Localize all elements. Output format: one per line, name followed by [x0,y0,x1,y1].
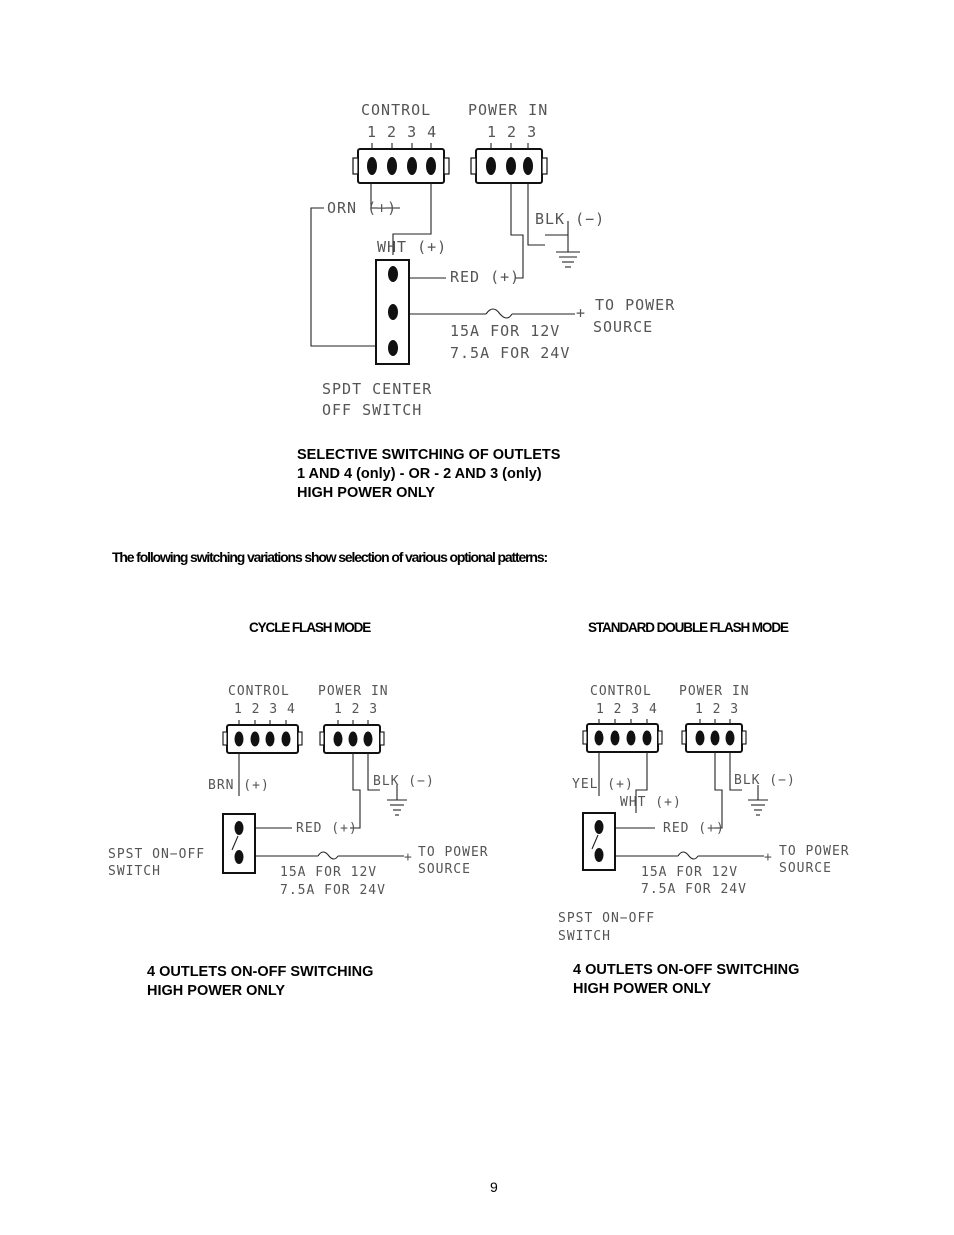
source-label: SOURCE [779,861,832,876]
brn-wire-label: BRN (+) [208,778,270,793]
switch-label-line2: SWITCH [558,929,611,944]
power-in-label: POWER IN [468,101,549,119]
caption-line: HIGH POWER ONLY [297,485,436,501]
blk-wire-label: BLK (−) [734,773,796,788]
caption-line: SELECTIVE SWITCHING OF OUTLETS [297,447,561,463]
fuse-12v-label: 15A FOR 12V [280,865,378,880]
control-label: CONTROL [361,101,432,119]
page-number: 9 [490,1179,498,1195]
ground-symbol [748,800,768,815]
red-wire-label: RED (+) [296,821,358,836]
switch-label-line1: SPDT CENTER [322,380,433,398]
diagram-cycle-flash [108,684,489,898]
fuse-12v-label: 15A FOR 12V [641,865,739,880]
caption-line: HIGH POWER ONLY [147,983,286,999]
caption-line: HIGH POWER ONLY [573,981,712,997]
control-pin-numbers: 1 2 3 4 [596,702,658,717]
caption-left [147,963,373,1001]
blk-wire-label: BLK (−) [373,774,435,789]
caption-line: 1 AND 4 (only) - OR - 2 AND 3 (only) [297,466,542,482]
power-in-connector [682,719,746,752]
caption-line: 4 OUTLETS ON-OFF SWITCHING [573,962,800,978]
intro-text: The following switching variations show selection of various optional patterns: [112,549,547,565]
fuse-24v-label: 7.5A FOR 24V [450,344,571,362]
caption-line: 4 OUTLETS ON-OFF SWITCHING [147,964,374,980]
power-in-connector [320,720,384,753]
control-connector [223,720,302,753]
power-in-pin-numbers: 1 2 3 [695,702,740,717]
fuse-12v-label: 15A FOR 12V [450,322,561,340]
plus-symbol: + [764,850,773,865]
switch-label-line1: SPST ON−OFF [558,911,656,926]
power-in-connector [471,143,547,183]
red-wire-label: RED (+) [450,268,521,286]
yel-wire-label: YEL (+) [572,777,634,792]
blk-wire-label: BLK (−) [535,210,606,228]
switch-label-line1: SPST ON−OFF [108,847,206,862]
standard-double-flash-heading: STANDARD DOUBLE FLASH MODE [588,620,788,635]
control-connector [583,719,662,752]
control-label: CONTROL [590,684,652,699]
orn-wire-label: ORN (+) [327,199,398,217]
power-in-pin-numbers: 1 2 3 [487,123,538,141]
power-in-pin-numbers: 1 2 3 [334,702,379,717]
cycle-flash-heading: CYCLE FLASH MODE [249,620,371,635]
wht-wire-label: WHT (+) [620,795,682,810]
switch-label-line2: SWITCH [108,864,161,879]
wht-wire-label: WHT (+) [377,238,448,256]
diagram-standard-double-flash [558,684,850,944]
to-power-label: TO POWER [418,845,489,860]
fuse-24v-label: 7.5A FOR 24V [280,883,386,898]
red-wire-label: RED (+) [663,821,725,836]
source-label: SOURCE [418,862,471,877]
power-in-label: POWER IN [318,684,389,699]
ground-symbol [556,235,580,267]
source-label: SOURCE [593,318,654,336]
spst-switch [583,813,615,870]
fuse-24v-label: 7.5A FOR 24V [641,882,747,897]
spst-switch [223,814,255,873]
to-power-label: TO POWER [595,296,676,314]
control-label: CONTROL [228,684,290,699]
control-connector [353,143,449,183]
to-power-label: TO POWER [779,844,850,859]
caption-right [573,961,799,999]
control-pin-numbers: 1 2 3 4 [367,123,438,141]
control-pin-numbers: 1 2 3 4 [234,702,296,717]
plus-symbol: + [576,304,587,322]
diagram-top [311,101,675,419]
plus-symbol: + [404,850,413,865]
caption-top [297,446,560,503]
switch-label-line2: OFF SWITCH [322,401,423,419]
power-in-label: POWER IN [679,684,750,699]
spdt-switch [376,260,409,364]
ground-symbol [387,800,407,815]
